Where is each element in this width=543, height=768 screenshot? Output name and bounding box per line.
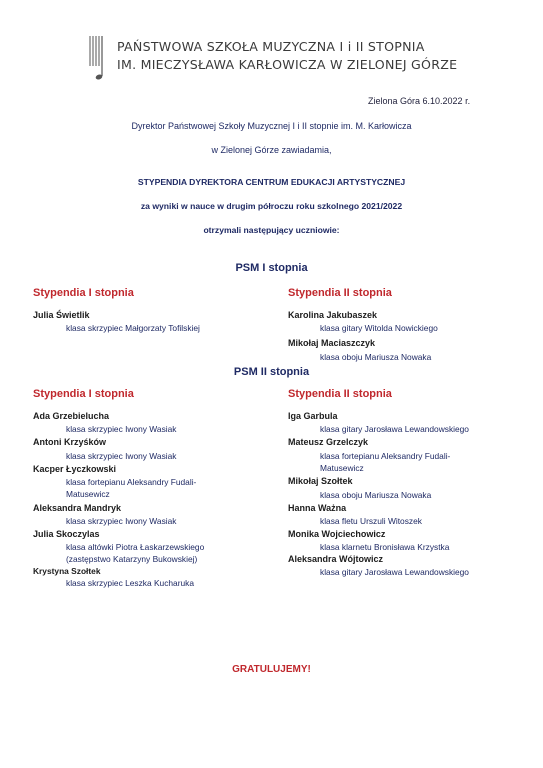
student-name: Monika Wojciechowicz	[288, 529, 386, 539]
student-name: Aleksandra Wójtowicz	[288, 554, 384, 564]
student-name: Aleksandra Mandryk	[33, 503, 122, 513]
student-class-continued: Matusewicz	[66, 489, 110, 499]
psm2-left-heading: Stypendia I stopnia	[33, 388, 134, 400]
section-title-psm1: PSM I stopnia	[235, 262, 308, 274]
student-name: Karolina Jakubaszek	[288, 310, 378, 320]
section-title-psm2: PSM II stopnia	[233, 366, 310, 378]
school-name-line2: IM. MIECZYSŁAWA KARŁOWICZA W ZIELONEJ GÓRZE	[117, 57, 458, 72]
student-name: Mikołaj Maciaszczyk	[288, 338, 376, 348]
document-date: Zielona Góra 6.10.2022 r.	[368, 96, 471, 106]
student-name: Iga Garbula	[288, 411, 338, 421]
student-name: Julia Świetlik	[33, 310, 90, 320]
intro-line1: Dyrektor Państwowej Szkoły Muzycznej I i II stopnie im. M. Karłowicza	[131, 121, 412, 131]
psm1-left-heading: Stypendia I stopnia	[33, 287, 134, 299]
student-name: Antoni Krzyśków	[33, 437, 107, 447]
student-class: klasa klarnetu Bronisława Krzystka	[320, 542, 450, 552]
psm1-right-heading: Stypendia II stopnia	[288, 287, 392, 299]
student-class: klasa fletu Urszuli Witoszek	[320, 516, 422, 526]
student-class: klasa fortepianu Aleksandry Fudali-	[320, 451, 451, 461]
announcement-title: STYPENDIA DYREKTORA CENTRUM EDUKACJI ARTYSTYCZNEJ	[137, 177, 406, 187]
student-name: Julia Skoczylas	[33, 529, 100, 539]
student-class: klasa gitary Jarosława Lewandowskiego	[320, 567, 469, 577]
music-note-staff-icon	[88, 36, 104, 82]
student-class: klasa oboju Mariusza Nowaka	[320, 352, 432, 362]
student-class: klasa altówki Piotra Łaskarzewskiego	[66, 542, 205, 552]
student-class-continued: Matusewicz	[320, 463, 364, 473]
announcement-subtitle: za wyniki w nauce w drugim półroczu roku szkolnego 2021/2022	[140, 201, 403, 211]
school-name-line1: PAŃSTWOWA SZKOŁA MUZYCZNA I i II STOPNIA	[117, 39, 425, 54]
student-name: Mikołaj Szołtek	[288, 476, 353, 486]
announcement-lead: otrzymali następujący uczniowie:	[203, 225, 340, 235]
intro-line2: w Zielonej Górze zawiadamia,	[211, 145, 332, 155]
student-name: Hanna Ważna	[288, 503, 347, 513]
student-name: Ada Grzebielucha	[33, 411, 110, 421]
student-class: klasa gitary Witolda Nowickiego	[320, 323, 438, 333]
student-name: Mateusz Grzelczyk	[288, 437, 369, 447]
congratulations: GRATULUJEMY!	[232, 664, 311, 675]
student-class: klasa skrzypiec Leszka Kucharuka	[66, 578, 195, 588]
student-class: klasa skrzypiec Iwony Wasiak	[66, 424, 177, 434]
student-class: klasa fortepianu Aleksandry Fudali-	[66, 477, 197, 487]
student-class-continued: (zastępstwo Katarzyny Bukowskiej)	[66, 554, 198, 564]
student-name: Kacper Łyczkowski	[33, 464, 117, 474]
student-class: klasa oboju Mariusza Nowaka	[320, 490, 432, 500]
student-class: klasa gitary Jarosława Lewandowskiego	[320, 424, 469, 434]
psm2-right-heading: Stypendia II stopnia	[288, 388, 392, 400]
student-class: klasa skrzypiec Małgorzaty Tofilskiej	[66, 323, 200, 333]
student-name: Krystyna Szołtek	[33, 566, 101, 576]
student-class: klasa skrzypiec Iwony Wasiak	[66, 516, 177, 526]
student-class: klasa skrzypiec Iwony Wasiak	[66, 451, 177, 461]
